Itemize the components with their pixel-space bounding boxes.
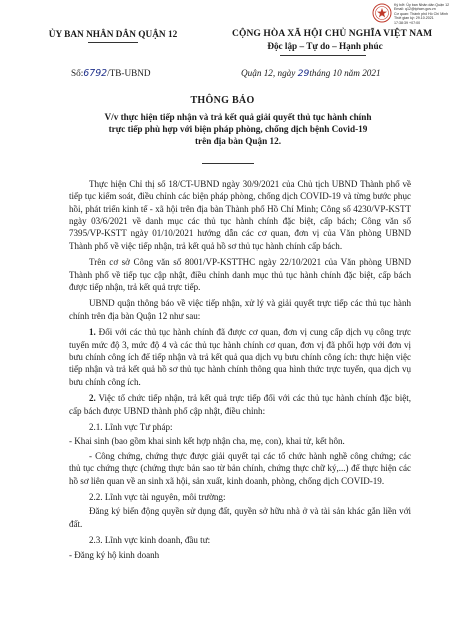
day-handwritten: 29	[297, 68, 310, 79]
document-number-prefix: Số:	[71, 68, 84, 78]
place-date-end: tháng 10 năm 2021	[309, 68, 381, 78]
motto-underline	[280, 55, 366, 56]
document-number	[71, 68, 151, 79]
document-number-handwritten: 6792	[83, 68, 108, 79]
subject-underline	[202, 163, 254, 164]
document-subject	[88, 111, 388, 148]
signature-seal-icon	[372, 3, 392, 23]
list-item: Đăng ký biến động quyền sử dụng đất, quyền sở hữu nhà ở và tài sản khác gắn liền với đất.	[69, 506, 411, 529]
item-number: 2.	[89, 393, 96, 404]
paragraph: UBND quận thông báo về việc tiếp nhận, xử lý và giải quyết trực tiếp các thủ tục hành chính trên địa bàn Quận 12 như sau:	[69, 298, 411, 321]
signature-text	[394, 3, 449, 25]
list-item: - Đăng ký hộ kinh doanh	[69, 549, 160, 560]
signature-line: Email: q12@tphcm.gov.vn	[394, 7, 436, 12]
national-motto: Độc lập – Tự do – Hạnh phúc	[267, 41, 383, 51]
paragraph: Trên cơ sở Công văn số 8001/VP-KSTTHC ngày 22/10/2021 của Văn phòng UBND Thành phố về tiếp tục cập nhật, điều chỉnh danh mục thủ tục hành chính đặc biệt, cấp bách được tiếp nhận, trả kết quả trực tiếp.	[69, 257, 411, 292]
item-text: Đối với các thủ tục hành chính đã được cơ quan, đơn vị cung cấp dịch vụ công trực tuyến mức độ 3, mức độ 4 và các thủ tục hành chính cơ quan, đơn vị đã phối hợp với đơn vị bưu chính công ích để tiếp nhận và trả kết quả qua dịch vụ bưu chính công ích: thực hiện việc tiếp nhận và trả kết quả hồ sơ thủ tục hành chính thông qua hình thức trực tuyến, qua dịch vụ bưu chính công ích.	[69, 327, 411, 387]
signature-line: Ký bởi: Ủy ban Nhân dân Quận 12	[394, 3, 449, 7]
signature-line: 17:38:39 +07:00	[394, 20, 421, 25]
issuing-agency: ỦY BAN NHÂN DÂN QUẬN 12	[48, 30, 178, 40]
document-body	[69, 178, 411, 565]
agency-underline	[88, 42, 138, 43]
section-heading: 2.1. Lĩnh vực Tư pháp:	[89, 422, 173, 433]
item-number: 1.	[89, 327, 96, 338]
place-date-start: Quận 12, ngày	[241, 68, 298, 78]
document-number-suffix: /TB-UBND	[107, 68, 151, 78]
section-heading: 2.3. Lĩnh vực kinh doanh, đầu tư:	[89, 535, 211, 546]
subject-line: trực tiếp phù hợp với biện pháp phòng, chống dịch bệnh Covid-19	[108, 124, 368, 135]
paragraph: Thực hiện Chỉ thị số 18/CT-UBND ngày 30/9/2021 của Chủ tịch UBND Thành phố về tiếp tục kiểm soát, điều chỉnh các biện pháp phòng, chống dịch COVID-19 và từng bước phục hồi, phát triển kinh tế - xã hội trên địa bàn Thành phố Hồ Chí Minh; Công số 4230/VP-KSTT ngày 03/6/2021 về danh mục các thủ tục hành chính đặc biệt, cấp bách; Công văn số 7395/VP-KSTT ngày 01/10/2021 hướng dẫn các cơ quan, đơn vị của Văn phòng UBND Thành phố về việc tiếp nhận, trả kết quả hồ sơ thủ tục hành chính cấp bách.	[69, 179, 411, 251]
section-heading: 2.2. Lĩnh vực tài nguyên, môi trường:	[89, 492, 226, 503]
subject-line: trên địa bàn Quận 12.	[194, 136, 282, 147]
signature-line: Thời gian ký: 29.10.2021	[394, 16, 434, 21]
subject-line: V/v thực hiện tiếp nhận và trả kết quả giải quyết thủ tục hành chính	[104, 112, 372, 122]
paragraph-item-2	[69, 392, 411, 417]
paragraph-item-1	[69, 326, 411, 388]
nation-name: CỘNG HÒA XÃ HỘI CHỦ NGHĨA VIỆT NAM	[232, 29, 433, 39]
signature-line: Cơ quan: Thành phố Hồ Chí Minh	[394, 11, 449, 16]
document-title: THÔNG BÁO	[190, 95, 255, 106]
place-and-date	[241, 68, 381, 79]
list-item: - Công chứng, chứng thực được giải quyết tại các tổ chức hành nghề công chứng; các thủ tục chứng thực (chứng thực bản sao từ bản chính, chứng thực chữ ký,...) để thực hiện các hồ sơ liên quan về an sinh xã hội, sản xuất, kinh doanh, phòng, chống dịch COVID-19.	[69, 450, 411, 486]
national-header	[232, 29, 433, 51]
item-text: Việc tổ chức tiếp nhận, trả kết quả trực tiếp đối với các thủ tục hành chính đặc biệt, cấp bách được UBND thành phố cập nhật, điều chỉnh:	[69, 393, 411, 416]
list-item: - Khai sinh (bao gồm khai sinh kết hợp nhận cha, mẹ, con), khai tử, kết hôn.	[69, 436, 345, 447]
